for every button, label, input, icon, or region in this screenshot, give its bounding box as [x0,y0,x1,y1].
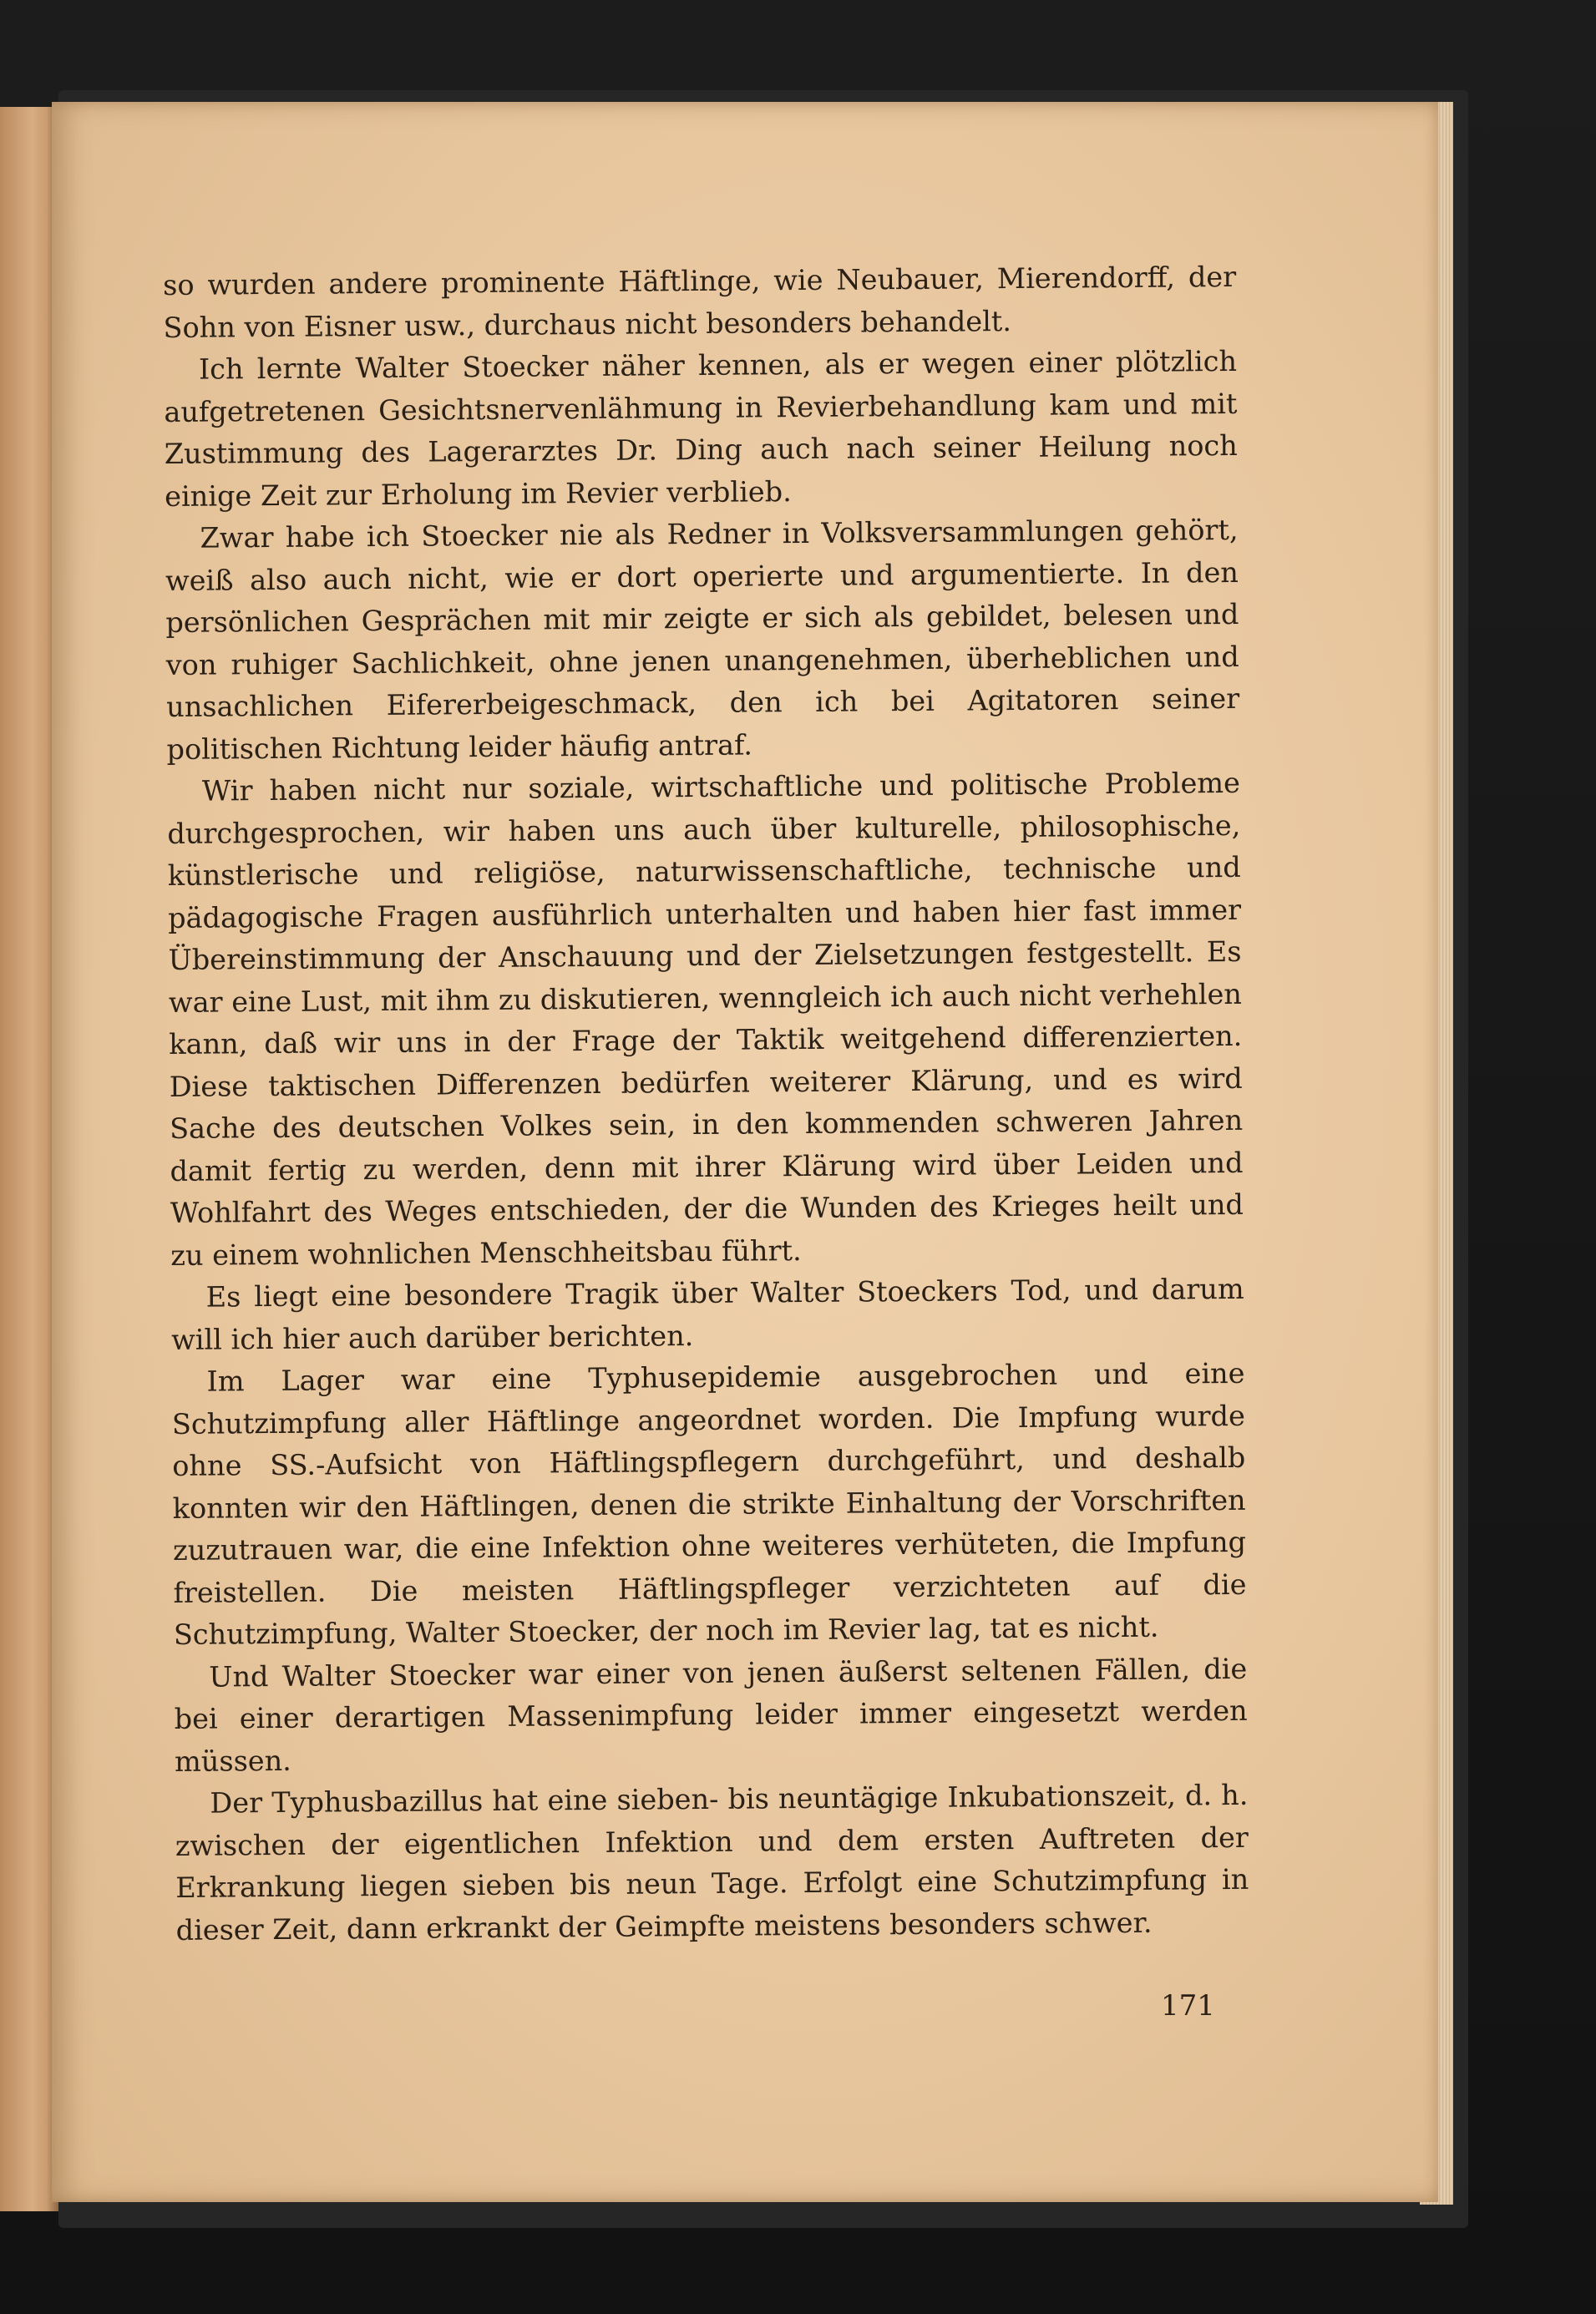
body-text [163,256,1249,1952]
paragraph: Es liegt eine besondere Tragik über Walter Stoeckers Tod, und darum will ich hier auch darüber berichten. [170,1272,1244,1356]
paragraph: Ich lernte Walter Stoecker näher kennen, als er wegen einer plötzlich aufgetretenen Gesichtsnervenlähmung in Revierbehandlung kam und mit Zustimmung des Lagerarztes Dr. Ding auch nach seiner Heilung noch einige Zeit zur Erholung im Revier verblieb. [164,344,1238,513]
page-number: 171 [1161,1989,1215,2023]
left-page-edge [0,107,58,2211]
paragraph: Der Typhusbazillus hat eine sieben- bis neuntägige Inkubationszeit, d. h. zwischen der eigentlichen Infektion und dem ersten Auftreten der Erkrankung liegen sieben bis neun Tage. Erfolgt eine Schutzimpfung in dieser Zeit, dann erkrankt der Geimpfte meistens besonders schwer. [175,1778,1249,1947]
paragraph: Und Walter Stoecker war einer von jenen äußerst seltenen Fällen, die bei einer derartigen Massenimpfung leider immer eingesetzt werden müssen. [174,1652,1248,1778]
paragraph: so wurden andere prominente Häftlinge, wie Neubauer, Mierendorff, der Sohn von Eisner usw., durchaus nicht besonders behandelt. [163,260,1237,344]
paragraph: Im Lager war eine Typhusepidemie ausgebrochen und eine Schutzimpfung aller Häftlinge angeordnet worden. Die Impfung wurde ohne SS.-Aufsicht von Häftlingspflegern durchgeführt, und deshalb konnten wir den Häftlingen, denen die strikte Einhaltung der Vorschriften zuzutrauen war, die eine Infektion ohne weiteres verhüteten, die Impfung freistellen. Die meisten Häftlingspfleger verzichteten auf die Schutzimpfung, Walter Stoecker, der noch im Revier lag, tat es nicht. [171,1356,1247,1651]
paragraph: Zwar habe ich Stoecker nie als Redner in Volksversammlungen gehört, weiß also auch nicht, wie er dort operierte und argumentierte. In den persönlichen Gesprächen mit mir zeigte er sich als gebildet, belesen und von ruhiger Sachlichkeit, ohne jenen unangenehmen, überheblichen und unsachlichen Eifererbeigeschmack, den ich bei Agitatoren seiner politischen Richtung leider häufig antraf. [165,513,1240,766]
paragraph: Wir haben nicht nur soziale, wirtschaftliche und politische Probleme durchgesprochen, wir haben uns auch über kulturelle, philosophische, künstlerische und religiöse, naturwissenschaftliche, technische und pädagogische Fragen ausführlich unterhalten und haben hier fast immer Übereinstimmung der Anschauung und der Zielsetzungen festgestellt. Es war eine Lust, mit ihm zu diskutieren, wenngleich ich auch nicht verhehlen kann, daß wir uns in der Frage der Taktik weitgehend differenzierten. Diese taktischen Differenzen bedürfen weiterer Klärung, und es wird Sache des deutschen Volkes sein, in den kommenden schweren Jahren damit fertig zu werden, denn mit ihrer Klärung wird über Leiden und Wohlfahrt des Weges entschieden, der die Wunden des Krieges heilt und zu einem wohnlichen Menschheitsbau führt. [167,766,1244,1272]
book-page [52,102,1438,2202]
